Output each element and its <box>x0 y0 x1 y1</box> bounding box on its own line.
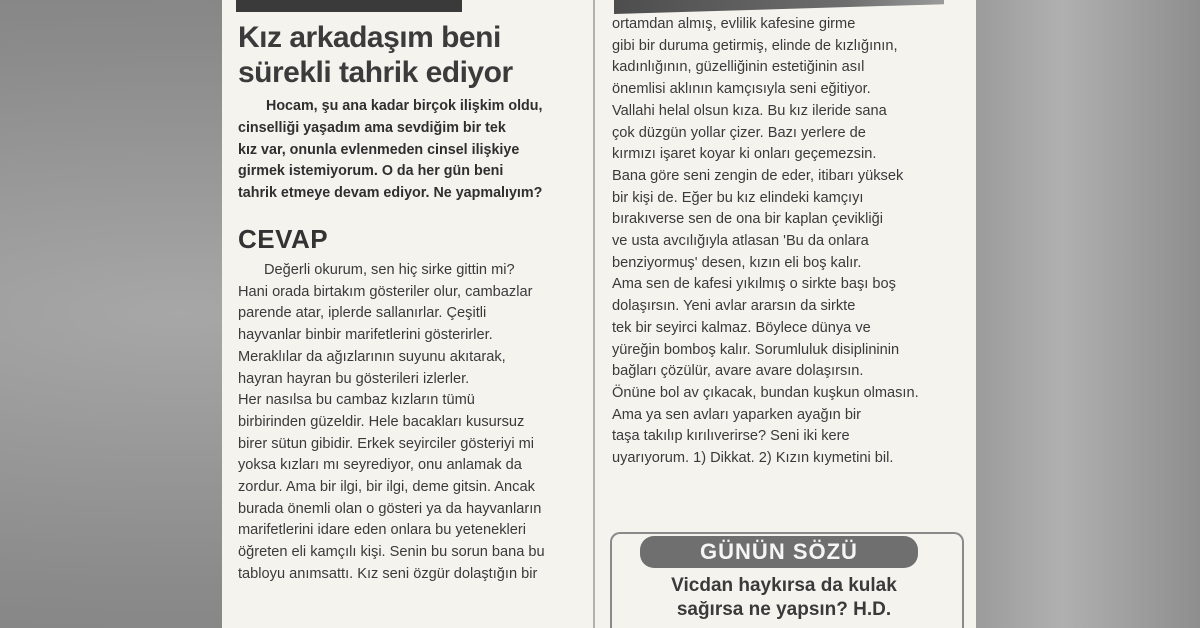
question-line: kız var, onunla evlenmeden cinsel ilişkiye <box>238 141 520 158</box>
body-line: Meraklılar da ağızlarının suyunu akıtarak, <box>238 348 506 365</box>
body-line: taşa takılıp kırılıverirse? Seni iki kere <box>612 428 850 445</box>
body-line: hayvanlar binbir marifetlerini gösterirler. <box>238 327 493 344</box>
body-line: ortamdan almış, evlilik kafesine girme <box>612 16 856 32</box>
question-line: girmek istemiyorum. O da her gün beni <box>238 163 504 180</box>
quote-of-the-day-title: GÜNÜN SÖZÜ <box>700 539 858 564</box>
body-line: kadınlığının, güzelliğinin estetiğinin asıl <box>612 59 865 76</box>
body-line: Değerli okurum, sen hiç sirke gittin mi? <box>264 262 515 278</box>
body-line: gibi bir duruma getirmiş, elinde de kızlığının, <box>612 37 898 54</box>
body-line: önemlisi aklının kamçısıyla seni eğitiyor. <box>612 81 871 98</box>
body-line: ve usta avcılığıyla atlasan 'Bu da onlara <box>612 233 869 250</box>
question-line: tahrik etmeye devam ediyor. Ne yapmalıyım? <box>238 185 543 202</box>
body-line: yüreğin bomboş kalır. Sorumluluk disiplininin <box>612 341 900 358</box>
body-line: uyarıyorum. 1) Dikkat. 2) Kızın kıymetini bil. <box>612 450 894 467</box>
top-rule-right <box>614 0 944 14</box>
answer-body-right <box>612 14 972 470</box>
column-divider <box>593 0 595 628</box>
answer-heading: CEVAP <box>238 224 329 254</box>
quote-line: Vicdan haykırsa da kulak <box>671 575 897 596</box>
quote-line: sağırsa ne yapsın? H.D. <box>676 599 892 620</box>
body-line: bağları çözülür, avare avare dolaşırsın. <box>612 363 864 380</box>
body-line: tek bir seyirci kalmaz. Böylece dünya ve <box>612 319 871 336</box>
blurred-background-right <box>970 0 1200 628</box>
body-line: tabloyu anımsattı. Kız seni özgür dolaştığın bir <box>238 565 538 582</box>
body-line: Ama ya sen avları yaparken ayağın bir <box>612 406 862 423</box>
question-line: Hocam, şu ana kadar birçok ilişkim oldu, <box>266 98 543 114</box>
right-column <box>604 0 976 628</box>
body-line: Her nasılsa bu cambaz kızların tümü <box>238 392 475 409</box>
body-line: burada önemli olan o gösteri ya da hayvanların <box>238 500 542 517</box>
body-line: Bana göre seni zengin de eder, itibarı yüksek <box>612 167 904 184</box>
body-line: birbirinden güzeldir. Hele bacakları kusursuz <box>238 413 525 430</box>
body-line: Vallahi helal olsun kıza. Bu kız ileride sana <box>612 102 887 119</box>
headline-line: Kız arkadaşım beni <box>238 21 501 54</box>
body-line: Hani orada birtakım gösteriler olur, cambazlar <box>238 283 533 300</box>
headline <box>238 20 578 90</box>
reader-question <box>238 96 583 205</box>
body-line: dolaşırsın. Yeni avlar ararsın da sirkte <box>612 298 856 315</box>
newspaper-clipping <box>222 0 976 628</box>
body-line: kırmızı işaret koyar ki onları geçemezsin. <box>612 146 877 163</box>
top-rule-left <box>236 0 462 12</box>
body-line: bırakıverse sen de ona bir kaplan çevikliği <box>612 211 883 228</box>
body-line: yoksa kızları mı seyrediyor, onu anlamak da <box>238 457 522 474</box>
body-line: birer sütun gibidir. Erkek seyirciler gösteriyi mi <box>238 435 535 452</box>
body-line: marifetlerini idare eden onlara bu yetenekleri <box>238 522 526 539</box>
left-column <box>222 0 588 628</box>
body-line: benziyormuş' desen, kızın eli boş kalır. <box>612 254 862 271</box>
quote-text <box>624 574 944 622</box>
question-line: cinselliği yaşadım ama sevdiğim bir tek <box>238 119 506 136</box>
answer-body-left <box>238 260 583 586</box>
headline-line: sürekli tahrik ediyor <box>238 56 513 89</box>
body-line: hayran hayran bu gösterileri izlerler. <box>238 370 470 387</box>
body-line: bir kişi de. Eğer bu kız elindeki kamçıyı <box>612 189 864 206</box>
body-line: çok düzgün yollar çizer. Bazı yerlere de <box>612 124 866 141</box>
body-line: Ama sen de kafesi yıkılmış o sirkte başı boş <box>612 276 896 293</box>
body-line: parende atar, iplerde sallanırlar. Çeşitli <box>238 305 487 322</box>
body-line: zordur. Ama bir ilgi, bir ilgi, deme gitsin. Ancak <box>238 479 535 496</box>
quote-of-the-day-banner <box>640 536 918 568</box>
body-line: Önüne bol av çıkacak, bundan kuşkun olmasın. <box>612 384 919 401</box>
body-line: öğreten eli kamçılı kişi. Senin bu sorun bana bu <box>238 544 545 561</box>
